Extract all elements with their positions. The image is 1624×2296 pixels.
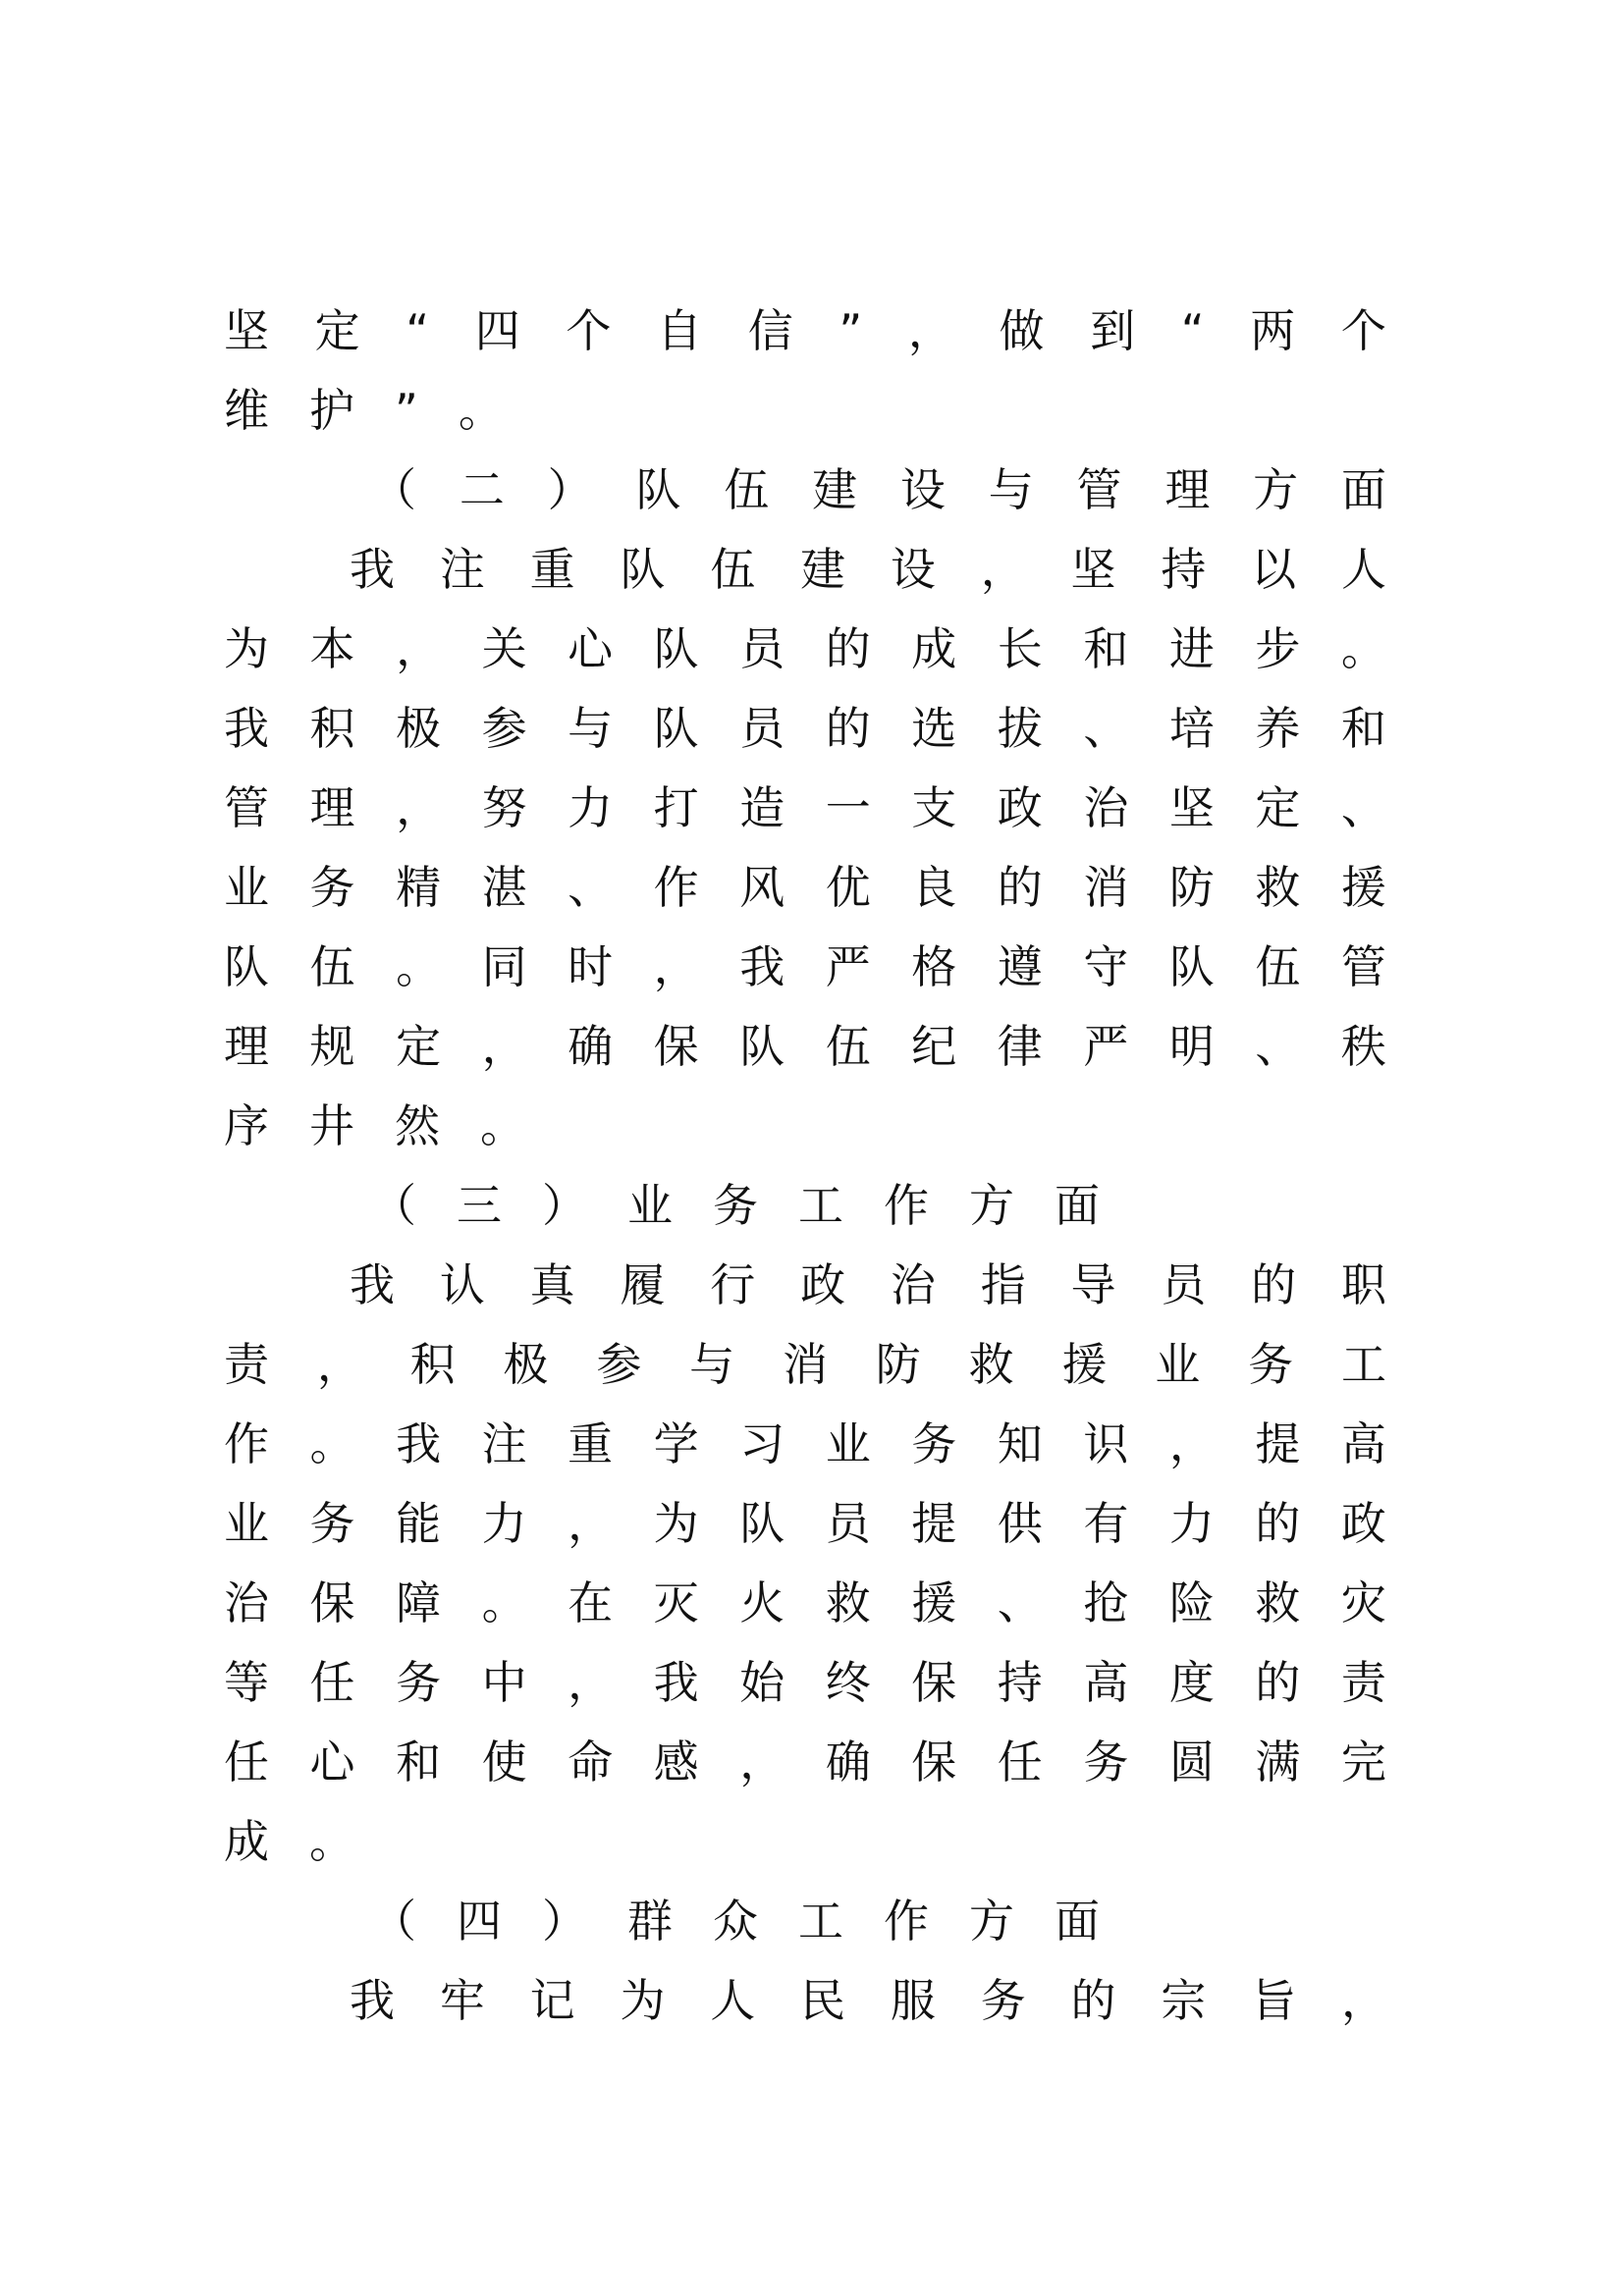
text-line: 序 井 然 。 (224, 1099, 525, 1152)
text-line: 我 认 真 履 行 政 治 指 导 员 的 职 (350, 1258, 1386, 1311)
section-heading: （ 四 ） 群 众 工 作 方 面 (371, 1895, 1100, 1948)
text-line: 我 牢 记 为 人 民 服 务 的 宗 旨 ， (350, 1974, 1386, 2027)
text-line: 队 伍 。 同 时 ， 我 严 格 遵 守 队 伍 管 (224, 940, 1386, 993)
text-line: 坚 定 “ 四 个 自 信 ” ， 做 到 “ 两 个 (224, 304, 1386, 357)
text-line: 管 理 ， 努 力 打 造 一 支 政 治 坚 定 、 (224, 781, 1386, 834)
text-line: 治 保 障 。 在 灭 火 救 援 、 抢 险 救 灾 (224, 1576, 1386, 1629)
section-heading: （ 三 ） 业 务 工 作 方 面 (371, 1179, 1100, 1232)
text-line: 我 积 极 参 与 队 员 的 选 拔 、 培 养 和 (224, 702, 1386, 755)
text-line: 业 务 精 湛 、 作 风 优 良 的 消 防 救 援 (224, 861, 1386, 914)
text-line: 成 。 (224, 1815, 354, 1868)
text-line: 等 任 务 中 ， 我 始 终 保 持 高 度 的 责 (224, 1656, 1386, 1709)
text-line: 为 本 ， 关 心 队 员 的 成 长 和 进 步 。 (224, 622, 1386, 675)
text-line: 作 。 我 注 重 学 习 业 务 知 识 ， 提 高 (224, 1417, 1386, 1470)
text-line: 任 心 和 使 命 感 ， 确 保 任 务 圆 满 完 (224, 1735, 1386, 1789)
text-line: 业 务 能 力 ， 为 队 员 提 供 有 力 的 政 (224, 1497, 1386, 1550)
text-line: 维 护 ” 。 (224, 384, 504, 437)
text-line: 理 规 定 ， 确 保 队 伍 纪 律 严 明 、 秩 (224, 1020, 1386, 1073)
text-line: 我 注 重 队 伍 建 设 ， 坚 持 以 人 (350, 543, 1386, 596)
text-line: 责 ， 积 极 参 与 消 防 救 援 业 务 工 (224, 1338, 1386, 1391)
section-heading: （ 二 ） 队 伍 建 设 与 管 理 方 面 (371, 463, 1386, 516)
